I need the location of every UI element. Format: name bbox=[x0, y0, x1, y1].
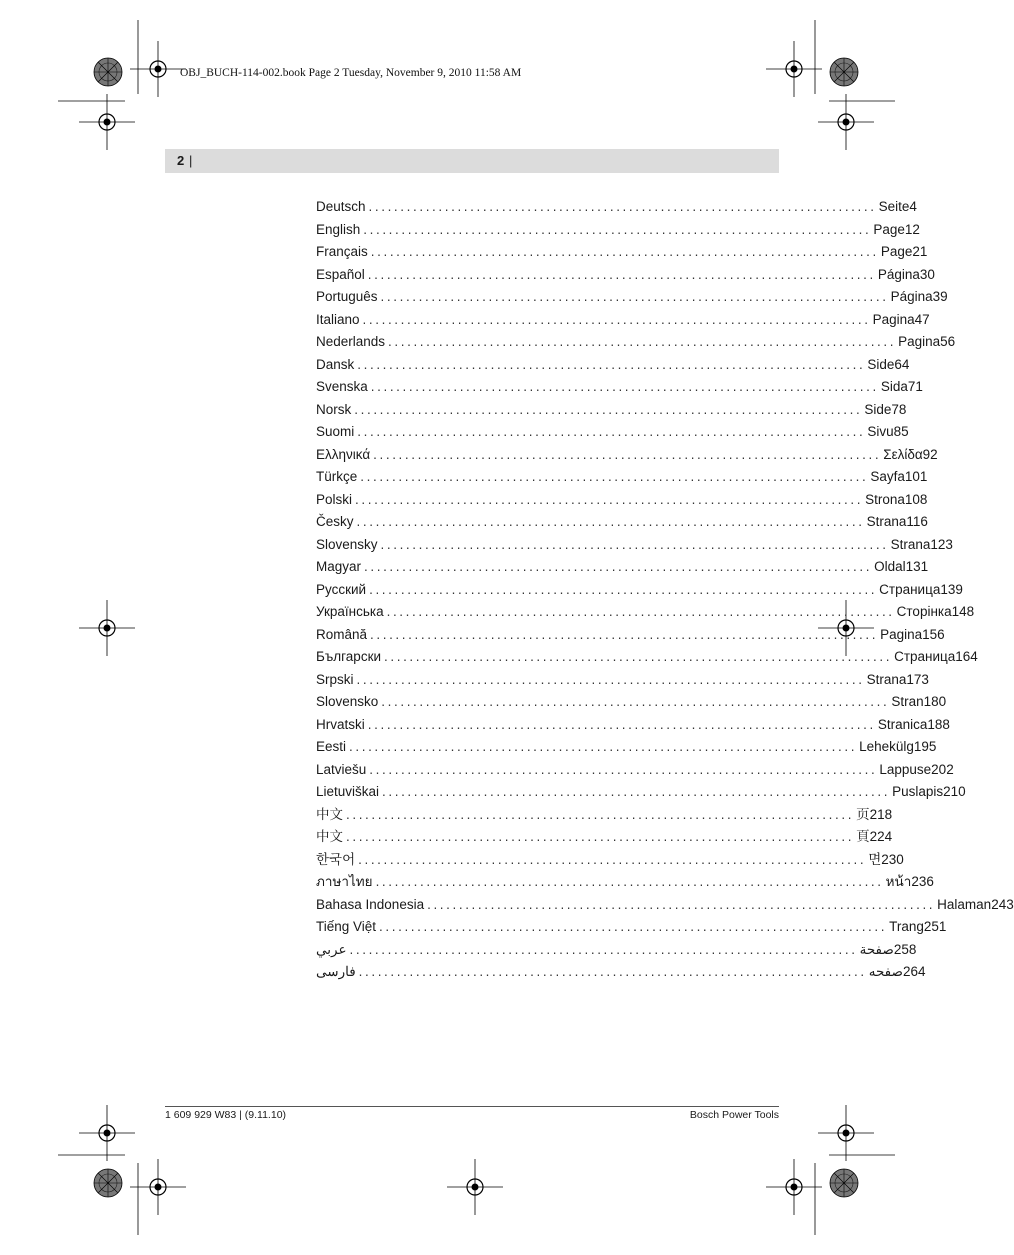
toc-leader-dots: ................................................................................ bbox=[369, 581, 878, 597]
toc-entry bbox=[316, 939, 917, 962]
toc-language: Slovensko bbox=[316, 694, 379, 709]
toc-entry bbox=[316, 669, 929, 692]
toc-entry bbox=[316, 826, 893, 849]
toc-language: Български bbox=[316, 649, 382, 664]
toc-page-number: 224 bbox=[869, 829, 893, 844]
toc-page-number: 131 bbox=[905, 559, 929, 574]
toc-page-word: Página bbox=[877, 266, 920, 282]
toc-language: Bahasa Indonesia bbox=[316, 896, 425, 912]
toc-page-word: Oldal bbox=[874, 559, 906, 574]
toc-entry bbox=[316, 714, 950, 737]
toc-page-word: Puslapis bbox=[892, 784, 944, 799]
toc-page-word: Página bbox=[890, 289, 933, 304]
toc-page-word: Page bbox=[873, 221, 905, 237]
toc-page-word: Σελίδα bbox=[883, 446, 923, 462]
toc-language: Italiano bbox=[316, 311, 360, 327]
toc-page-number: 164 bbox=[955, 649, 978, 664]
toc-leader-dots: ................................................................................ bbox=[354, 401, 863, 417]
toc-leader-dots: ................................................................................ bbox=[380, 289, 889, 304]
toc-page-number: 236 bbox=[911, 874, 934, 889]
toc-page-number: 47 bbox=[914, 311, 930, 327]
toc-leader-dots: ................................................................................ bbox=[369, 761, 878, 777]
toc-language: Português bbox=[316, 289, 378, 304]
toc-language: فارسی bbox=[316, 964, 356, 979]
toc-page-word: Sivu bbox=[867, 424, 894, 439]
toc-page-number: 108 bbox=[904, 491, 928, 507]
toc-leader-dots: ................................................................................ bbox=[427, 896, 936, 912]
toc-entry bbox=[316, 556, 929, 579]
toc-page-word: Halaman bbox=[937, 896, 992, 912]
toc-language: Dansk bbox=[316, 356, 355, 372]
toc-leader-dots: ................................................................................ bbox=[346, 829, 855, 844]
toc-entry bbox=[316, 511, 928, 534]
toc-page-word: Stranica bbox=[877, 716, 928, 732]
toc-entry bbox=[316, 354, 910, 377]
toc-page-word: Stran bbox=[891, 694, 924, 709]
toc-page-word: Seite bbox=[878, 199, 910, 214]
toc-language: Svenska bbox=[316, 379, 368, 394]
toc-language: 中文 bbox=[316, 806, 343, 822]
toc-language: Русский bbox=[316, 581, 367, 597]
toc-language: Ελληνικά bbox=[316, 446, 371, 462]
toc-page-number: 139 bbox=[940, 581, 963, 597]
toc-entry bbox=[316, 421, 909, 444]
toc-page-word: Страница bbox=[894, 649, 956, 664]
toc-language: Deutsch bbox=[316, 199, 366, 214]
footer-brand: Bosch Power Tools bbox=[689, 1109, 779, 1121]
toc-page-number: 258 bbox=[893, 941, 917, 957]
toc-leader-dots: ................................................................................ bbox=[382, 784, 891, 799]
toc-entry bbox=[316, 466, 928, 489]
toc-leader-dots: ................................................................................ bbox=[364, 559, 873, 574]
toc-page-number: 264 bbox=[902, 964, 926, 979]
toc-leader-dots: ................................................................................ bbox=[375, 874, 884, 889]
toc-page-word: Side bbox=[864, 401, 892, 417]
toc-entry bbox=[316, 534, 953, 557]
toc-page-number: 251 bbox=[923, 919, 947, 934]
toc-entry bbox=[316, 579, 963, 602]
toc-language: English bbox=[316, 221, 361, 237]
toc-page-number: 85 bbox=[893, 424, 909, 439]
page-number-separator: | bbox=[189, 153, 193, 168]
toc-entry bbox=[316, 601, 975, 624]
toc-page-number: 56 bbox=[940, 334, 956, 349]
toc-leader-dots: ................................................................................ bbox=[370, 379, 879, 394]
toc-leader-dots: ................................................................................ bbox=[349, 941, 858, 957]
toc-language: Polski bbox=[316, 491, 353, 507]
toc-entry bbox=[316, 444, 938, 467]
toc-language: Español bbox=[316, 266, 365, 282]
toc-entry bbox=[316, 691, 947, 714]
toc-language: ภาษาไทย bbox=[316, 874, 373, 889]
toc-language: Hrvatski bbox=[316, 716, 365, 732]
toc-page-number: 188 bbox=[927, 716, 950, 732]
toc-language: 한국어 bbox=[316, 851, 356, 867]
footer-document-code: 1 609 929 W83 | (9.11.10) bbox=[165, 1109, 287, 1121]
toc-leader-dots: ................................................................................ bbox=[384, 649, 893, 664]
toc-language: Norsk bbox=[316, 401, 352, 417]
toc-leader-dots: ................................................................................ bbox=[381, 694, 890, 709]
toc-page-number: 12 bbox=[904, 221, 920, 237]
toc-page-number: 180 bbox=[923, 694, 947, 709]
toc-leader-dots: ................................................................................ bbox=[356, 514, 865, 529]
toc-language: Suomi bbox=[316, 424, 355, 439]
toc-page-number: 64 bbox=[894, 356, 910, 372]
toc-leader-dots: ................................................................................ bbox=[370, 244, 879, 259]
toc-language: Tiếng Việt bbox=[316, 919, 377, 934]
toc-language: Română bbox=[316, 626, 368, 642]
toc-entry bbox=[316, 961, 926, 984]
toc-page-number: 156 bbox=[922, 626, 945, 642]
toc-page-number: 202 bbox=[931, 761, 954, 777]
toc-page-word: Страница bbox=[879, 581, 941, 597]
toc-leader-dots: ................................................................................ bbox=[362, 311, 871, 327]
toc-entry bbox=[316, 286, 948, 309]
toc-leader-dots: ................................................................................ bbox=[373, 446, 882, 462]
toc-page-word: 頁 bbox=[856, 829, 870, 844]
toc-leader-dots: ................................................................................ bbox=[388, 334, 897, 349]
toc-leader-dots: ................................................................................ bbox=[358, 851, 867, 867]
toc-page-number: 21 bbox=[912, 244, 928, 259]
toc-page-number: 39 bbox=[932, 289, 948, 304]
toc-page-number: 92 bbox=[922, 446, 938, 462]
toc-language: Slovensky bbox=[316, 536, 378, 552]
toc-entry bbox=[316, 781, 966, 804]
toc-page-number: 148 bbox=[951, 604, 975, 619]
footer-rule bbox=[165, 1106, 779, 1107]
toc-page-word: Strona bbox=[865, 491, 905, 507]
toc-language: Eesti bbox=[316, 739, 347, 754]
toc-language: Français bbox=[316, 244, 368, 259]
print-slug: OBJ_BUCH-114-002.book Page 2 Tuesday, November 9, 2010 11:58 AM bbox=[180, 67, 522, 79]
toc-leader-dots: ................................................................................ bbox=[380, 536, 889, 552]
toc-entry bbox=[316, 871, 934, 894]
toc-leader-dots: ................................................................................ bbox=[370, 626, 879, 642]
toc-leader-dots: ................................................................................ bbox=[356, 671, 865, 687]
toc-entry bbox=[316, 736, 937, 759]
toc-leader-dots: ................................................................................ bbox=[379, 919, 888, 934]
toc-language: عربي bbox=[316, 941, 347, 957]
toc-page-word: Sida bbox=[880, 379, 908, 394]
toc-page-number: 218 bbox=[869, 806, 893, 822]
toc-page-word: صفحة bbox=[859, 941, 894, 957]
toc-page-word: Pagina bbox=[898, 334, 941, 349]
toc-entry bbox=[316, 894, 1014, 917]
toc-entry bbox=[316, 759, 954, 782]
toc-page-word: หน้า bbox=[885, 874, 912, 889]
toc-page-word: Side bbox=[867, 356, 895, 372]
toc-language: Magyar bbox=[316, 559, 362, 574]
toc-page-number: 210 bbox=[943, 784, 966, 799]
toc-entry bbox=[316, 849, 904, 872]
toc-entry bbox=[316, 196, 917, 219]
toc-entry bbox=[316, 624, 945, 647]
toc-page-number: 101 bbox=[904, 469, 928, 484]
toc-page-word: Strana bbox=[866, 514, 907, 529]
toc-page-word: صفحه bbox=[868, 964, 903, 979]
toc-page-number: 173 bbox=[906, 671, 929, 687]
toc-page-number: 4 bbox=[909, 199, 917, 214]
toc-leader-dots: ................................................................................ bbox=[355, 491, 864, 507]
toc-entry bbox=[316, 309, 930, 332]
toc-language: Srpski bbox=[316, 671, 354, 687]
toc-entry bbox=[316, 489, 928, 512]
toc-page-word: Pagina bbox=[880, 626, 923, 642]
toc-leader-dots: ................................................................................ bbox=[367, 716, 876, 732]
toc-entry bbox=[316, 264, 935, 287]
toc-entry bbox=[316, 646, 978, 669]
toc-page-number: 123 bbox=[930, 536, 953, 552]
toc-language: Česky bbox=[316, 514, 354, 529]
toc-page-word: Sayfa bbox=[870, 469, 905, 484]
toc-language: 中文 bbox=[316, 829, 343, 844]
toc-leader-dots: ................................................................................ bbox=[346, 806, 855, 822]
toc-page-number: 243 bbox=[991, 896, 1014, 912]
toc-language: Nederlands bbox=[316, 334, 386, 349]
toc-leader-dots: ................................................................................ bbox=[357, 424, 866, 439]
toc-language: Türkçe bbox=[316, 469, 358, 484]
toc-page-word: Сторінка bbox=[896, 604, 952, 619]
toc-page-word: 면 bbox=[868, 851, 882, 867]
table-of-contents bbox=[316, 196, 1014, 984]
toc-page-number: 71 bbox=[907, 379, 923, 394]
toc-page-number: 230 bbox=[881, 851, 904, 867]
toc-leader-dots: ................................................................................ bbox=[349, 739, 858, 754]
toc-leader-dots: ................................................................................ bbox=[357, 356, 866, 372]
toc-entry bbox=[316, 376, 923, 399]
toc-page-word: 页 bbox=[856, 806, 870, 822]
toc-language: Latviešu bbox=[316, 761, 367, 777]
toc-entry bbox=[316, 916, 947, 939]
toc-page-word: Lehekülg bbox=[859, 739, 914, 754]
toc-page-number: 30 bbox=[919, 266, 935, 282]
toc-page-number: 78 bbox=[891, 401, 907, 417]
toc-leader-dots: ................................................................................ bbox=[358, 964, 867, 979]
toc-entry bbox=[316, 219, 920, 242]
toc-leader-dots: ................................................................................ bbox=[386, 604, 895, 619]
toc-page-word: Page bbox=[880, 244, 913, 259]
toc-leader-dots: ................................................................................ bbox=[368, 199, 877, 214]
toc-page-word: Strana bbox=[890, 536, 931, 552]
page-header-bar bbox=[165, 149, 779, 173]
page-number: 2 bbox=[177, 153, 185, 168]
toc-language: Українська bbox=[316, 604, 384, 619]
toc-leader-dots: ................................................................................ bbox=[360, 469, 869, 484]
toc-entry bbox=[316, 241, 928, 264]
toc-language: Lietuviškai bbox=[316, 784, 380, 799]
toc-page-number: 116 bbox=[906, 514, 928, 529]
toc-leader-dots: ................................................................................ bbox=[367, 266, 876, 282]
toc-leader-dots: ................................................................................ bbox=[363, 221, 872, 237]
toc-page-number: 195 bbox=[913, 739, 937, 754]
toc-page-word: Trang bbox=[889, 919, 924, 934]
toc-entry bbox=[316, 804, 893, 827]
toc-entry bbox=[316, 399, 907, 422]
toc-page-word: Strana bbox=[866, 671, 907, 687]
toc-entry bbox=[316, 331, 956, 354]
toc-page-word: Lappuse bbox=[879, 761, 932, 777]
toc-page-word: Pagina bbox=[872, 311, 915, 327]
